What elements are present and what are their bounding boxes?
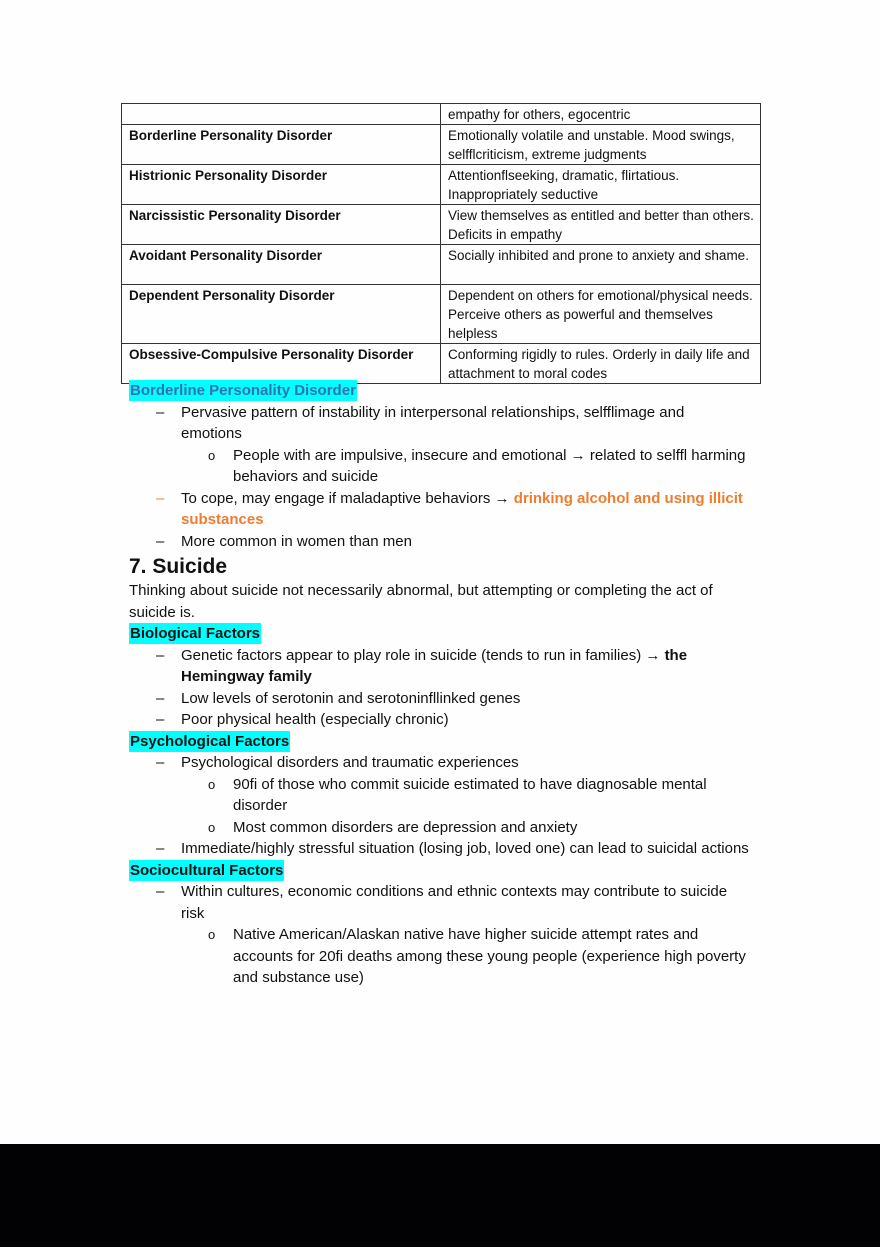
- biological-heading: Biological Factors: [130, 625, 261, 642]
- list-item: [129, 531, 749, 553]
- sub-list-item: [129, 774, 749, 817]
- circle-bullet-icon: o: [208, 776, 216, 792]
- list-item: [129, 709, 749, 731]
- dash-bullet-icon: –: [156, 646, 165, 664]
- circle-bullet-icon: o: [208, 927, 216, 942]
- viewer-background: [0, 1144, 880, 1247]
- list-item-text: Genetic factors appear to play role in suicide (tends to run in families) →: [181, 646, 665, 664]
- list-item: [129, 838, 749, 860]
- disorder-cell: Avoidant Personality Disorder: [122, 245, 441, 285]
- sub-list: [129, 445, 749, 488]
- description-cell: Dependent on others for emotional/physical needs. Perceive others as powerful and themselves helpless: [441, 285, 761, 344]
- circle-bullet-icon: o: [208, 819, 216, 835]
- borderline-section: [129, 380, 749, 552]
- list-item-text: Low levels of serotonin and serotoninfllinked genes: [181, 689, 521, 707]
- table-row: [122, 285, 761, 344]
- psychological-heading: Psychological Factors: [130, 732, 290, 750]
- dash-bullet-icon: –: [156, 689, 165, 707]
- disorder-cell: Borderline Personality Disorder: [122, 125, 441, 165]
- sub-list-item: [129, 445, 749, 488]
- list-item-text: Within cultures, economic conditions and ethnic contexts may contribute to suicide risk: [181, 883, 728, 922]
- disorder-cell: Histrionic Personality Disorder: [122, 165, 441, 205]
- list-item: [129, 645, 749, 688]
- description-cell: Attentionflseeking, dramatic, flirtatious. Inappropriately seductive: [441, 165, 761, 205]
- sub-item-text: Most common disorders are depression and anxiety: [233, 818, 578, 836]
- list-item: [129, 488, 749, 531]
- personality-disorders-table: [121, 103, 761, 384]
- list-item: [129, 402, 749, 488]
- table-row: [122, 125, 761, 165]
- circle-bullet-icon: o: [208, 447, 216, 463]
- dash-bullet-icon: –: [156, 883, 165, 900]
- list-item-text: Poor physical health (especially chronic): [181, 711, 449, 728]
- description-cell: Emotionally volatile and unstable. Mood swings, selfflcriticism, extreme judgments: [441, 125, 761, 165]
- sub-item-text: 90fi of those who commit suicide estimated to have diagnosable mental disorder: [233, 775, 707, 814]
- sociocultural-heading: Sociocultural Factors: [130, 861, 284, 879]
- document-body: [129, 380, 749, 989]
- description-cell: empathy for others, egocentric: [441, 104, 761, 125]
- sub-item-text: Native American/Alaskan native have higher suicide attempt rates and accounts for 20fi deaths among these young people (experience high poverty and substance use): [233, 926, 746, 986]
- disorder-cell: Obsessive-Compulsive Personality Disorder: [122, 344, 441, 384]
- dash-bullet-icon: –: [156, 403, 165, 421]
- sub-list-item: [129, 817, 749, 839]
- description-cell: Socially inhibited and prone to anxiety and shame.: [441, 245, 761, 285]
- sociocultural-list: [129, 881, 749, 989]
- sub-list-item: [129, 924, 749, 989]
- section-title: 7. Suicide: [129, 555, 228, 578]
- intro-paragraph: Thinking about suicide not necessarily abnormal, but attempting or completing the act of suicide is.: [129, 582, 713, 621]
- list-item-text: Immediate/highly stressful situation (losing job, loved one) can lead to suicidal actions: [181, 840, 749, 857]
- psychological-list: [129, 752, 749, 860]
- disorder-cell: Narcissistic Personality Disorder: [122, 205, 441, 245]
- dash-bullet-icon: –: [156, 711, 165, 728]
- table-row: [122, 205, 761, 245]
- sub-list: [129, 774, 749, 839]
- description-cell: View themselves as entitled and better than others. Deficits in empathy: [441, 205, 761, 245]
- borderline-list: [129, 402, 749, 553]
- table-row: [122, 245, 761, 285]
- dash-bullet-icon: –: [156, 532, 165, 550]
- list-item-text: Psychological disorders and traumatic experiences: [181, 754, 519, 771]
- table-row: [122, 165, 761, 205]
- bold-text: the Hemingway family: [181, 646, 688, 685]
- dash-bullet-icon: –: [156, 489, 165, 507]
- biological-list: [129, 645, 749, 731]
- sub-item-text: People with are impulsive, insecure and emotional → related to selffl harming behaviors and suicide: [233, 446, 746, 485]
- sub-list: [129, 924, 749, 989]
- list-item-text: More common in women than men: [181, 532, 412, 550]
- list-item-text: Pervasive pattern of instability in interpersonal relationships, selfflimage and emotions: [181, 403, 685, 442]
- description-cell: Conforming rigidly to rules. Orderly in daily life and attachment to moral codes: [441, 344, 761, 384]
- list-item: [129, 752, 749, 838]
- disorder-cell: Dependent Personality Disorder: [122, 285, 441, 344]
- borderline-heading: Borderline Personality Disorder: [130, 382, 356, 399]
- table-row: [122, 104, 761, 125]
- emphasis-text: drinking alcohol and using illicit substances: [181, 489, 743, 528]
- list-item: [129, 881, 749, 989]
- table-row: [122, 344, 761, 384]
- list-item-text: To cope, may engage if maladaptive behaviors →: [181, 489, 514, 507]
- dash-bullet-icon: –: [156, 754, 165, 771]
- list-item: [129, 688, 749, 710]
- dash-bullet-icon: –: [156, 840, 165, 857]
- disorder-cell: [122, 104, 441, 125]
